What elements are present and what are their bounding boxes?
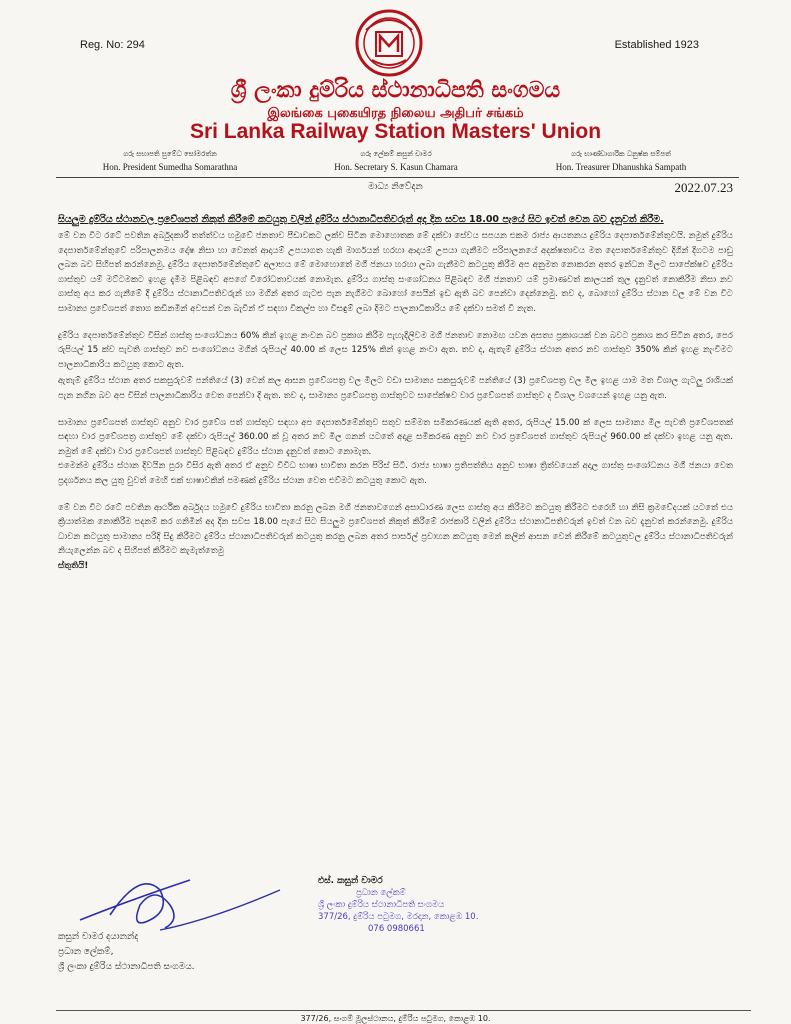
document-date: 2022.07.23 <box>674 180 733 195</box>
stamp-address: 377/26, දුම්රිය පටුමග, මරදාන, කොළඹ 10. <box>318 912 479 922</box>
officer-english: Hon. Secretary S. Kasun Chamara <box>334 162 458 172</box>
officer-secretary <box>286 150 506 172</box>
paragraph-5: මේ වන විට රටේ පවතින ආර්ථික අර්බුදය හමුවේ දුම්රිය භාවිතා කරනු ලබන මගී ජනතාවගෙන් අසාධාරණ ලෙස ගාස්තු අය කිරීමට කටයුතු කිරීමට එරෙහි හා නිසි ක්‍රමවේදයක් යටතේ එය ක්‍රියාත්මක නොකිරීම පදනම් කර ගනිමින් අද දින සවස 18.00 පැයේ සිට සියලුම ප්‍රවේශපත් නිකුත් කිරීමේ රාජකාරි වලින් දුම්රිය ස්ථානාධිපතිවරුන් ඉවත් වන බව දැනුවත් කරන්නෙමු. දුම්රිය ධාවන කටයුතු සාමාන්‍ය පරිදි සිදු කිරීමට දුම්රිය ස්ථානාධිපතිවරුන් කටයුතු කරනු ලබන අතර පාර්සල් ප්‍රවාහන කටයුතු මෙන් කලින් ආසන වෙන් කිරීමේ කටයුතුවල දුම්රිය ස්ථානාධිපතිවරුන් නියැලෙන්න බව ද සිහිපත් කිරීමට කැමැත්තෙමු <box>58 502 733 557</box>
letter-body <box>58 212 733 573</box>
stamp-org: ශ්‍රී ලංකා දුම්රිය ස්ථානාධිපති සංගමය <box>318 900 445 910</box>
stamp-name: එස්. කසුන් චාමර <box>318 876 383 886</box>
officer-sinhala: ගරු සභාපති සුමේධ සෝමරත්න <box>123 150 217 158</box>
officer-treasurer <box>511 150 731 172</box>
footer-address: 377/26, සංගම් මූලස්ථානය, දුම්රිය පටුමග, කොළඹ 10. <box>300 1014 491 1023</box>
signature-scribble <box>70 860 290 940</box>
letter-heading: සියලුම දුම්රිය ස්ථානවල ප්‍රවේශපත් නිකුත් කිරීමේ කටයුතු වලින් දුම්රිය ස්ථානාධිපතිවරුන් අද දින සවස 18.00 පැයේ සිට ඉවත් වෙන බව දැනුවත් කිරීම. <box>58 214 664 225</box>
signatory-block <box>58 930 195 975</box>
officer-sinhala: ගරු භාණ්ඩාගාරික ධනුෂ්ක සම්පත් <box>571 150 671 158</box>
paragraph-3: ඇතැම් දුම්රිය ස්ථාන අතර සකසුරුවම් පන්තියේ (3) වෙන් කල ආසන ප්‍රවේශපත්‍ර වල මිලට වඩා සාමාන්‍ය සකසුරුවම් පන්තියේ (3) ප්‍රවේශපත්‍ර වල මිල ඉහළ යාම මත විශාල ගැටලු රාශියක් පැන නගින බව අප විසින් පාලනාධිකාරිය වෙත පෙන්වා දි ඇත. තව ද, සාමාන්‍ය ප්‍රවේශපත්‍ර ගාස්තුවට සාපේක්ෂව වාර ප්‍රවේශපත් ගාස්තුව ද විශාල වශයෙන් ඉහළ යනු ඇත. <box>58 376 733 401</box>
union-emblem-icon <box>354 8 424 78</box>
officer-english: Hon. Treasurer Dhanushka Sampath <box>555 162 687 172</box>
signatory-name: කසුන් චාමර දයානන්ද <box>58 932 139 942</box>
officer-president <box>60 150 280 172</box>
union-title-english: Sri Lanka Railway Station Masters' Union <box>189 120 602 143</box>
established-year: Established 1923 <box>614 39 699 51</box>
thanks-line: ස්තුතියි! <box>58 560 89 571</box>
signatory-org: ශ්‍රී ලංකා දුම්රිය ස්ථානාධිපති සංගමය. <box>58 962 195 972</box>
union-title-sinhala: ශ්‍රී ලංකා දුම්රිය ස්ථානාධිපති සංගමය <box>230 78 561 103</box>
paragraph-4: සාමාන්‍ය ප්‍රවේශපත් ගාස්තුව අනුව වාර ප්‍රවේශ පත් ගාස්තුව සඳහා අප දෙපාර්තමේන්තුව සතුව සම්මත සමීකරණයක් ඇති අතර, රුපියල් 15.00 ක් ලෙස සාමාන්‍ය මිල පැවති ප්‍රවේශපතක් සඳහා වාර ප්‍රවේශපත්‍ර ගාස්තුව මේ දක්වා රුපියල් 360.00 ක් වූ අතර නව මිල ගනන් යටතේ අදාළ සමීකරණ අනුව නව වාර ප්‍රවේශපත් ගාස්තුව රුපියල් 960.00 ක් දක්වා ඉහළ යනු ඇත. නමුත් මේ දක්වා වාර ප්‍රවේශපත් ගාස්තුව පිළිබඳව දුම්රිය ස්ථාන දැනුවත් කොට නොමැත. එමෙන්ම දුම්රිය ස්ථාන දිවයින පුරා විසිර ඇති අතර ඒ අනුව විවිධ භාෂා භාවිතා කරන පිරිස් සිටී. රාජ්‍ය භාෂා ප්‍රතිපත්තිය අනුව භාෂා ත්‍රිත්වයෙන් අදාල ගාස්තු සංශෝධනය මගී ජනයා වෙත ප්‍රදර්ශනය කල යුතු වුවත් මෙහි එක් භාෂාවකින් පමණක් දුම්රිය ස්ථාන වෙත එව්මට කටයුතු කොට ඇත. <box>58 417 733 486</box>
footer-divider <box>56 1010 751 1011</box>
officer-english: Hon. President Sumedha Somarathna <box>102 162 238 172</box>
stamp-phone: 076 0980661 <box>368 924 425 934</box>
officer-sinhala: ගරු ලේකම් කසුන් චාමර <box>360 150 432 158</box>
registration-number: Reg. No: 294 <box>80 39 145 51</box>
media-release-label: මාධ්‍ය නිවේදන <box>368 182 423 192</box>
paragraph-2: දුම්රිය දෙපාර්තමේන්තුව විසින් ගාස්තු සංශෝධනය 60% කින් ඉහළ නංවන බව ප්‍රකාශ කිරීම පැහැදිලිවම මගී ජනතාව නොමඟ යවන අසත්‍ය ප්‍රකාශයක් වන බවට ප්‍රකාශ කර සිටින අතර, පෙර රුපියල් 15 ක්ව පැවති ගාස්තුව නව සංශෝධනය මගින් රුපියල් 40.00 ක් ලෙස 125% කින් ඉහළ නංවා ඇත. තව ද, ඇතැම් දුම්රිය ස්ථාන අතර නව ගාස්තුව 350% කින් ඉහළ නැංවීමට පාලනාධිකාරිය කටයුතු කොට ඇත. <box>58 330 733 370</box>
officers-row <box>60 150 731 180</box>
stamp-role: ප්‍රධාන ලේකම් <box>356 888 406 898</box>
header-divider <box>56 177 739 178</box>
signatory-title: ප්‍රධාන ලේකම්, <box>58 947 114 957</box>
official-stamp <box>318 875 518 935</box>
paragraph-1: මේ වන විට රටේ පවතින අර්බුදකාරී තත්ත්වය හමුවේ ජනතාව පීඩාවකට ලක්ව සිටින මොහොතක මේ දක්වා සේවය සපයන එකම රාජ්‍ය ආයතනය දුම්රිය දෙපාර්තමේන්තුවයි. නමුත් දුම්රිය දෙපාර්තමේන්තුවේ පරිපාලනමය දෝෂ නිසා හා වෙනත් ආදායම් උපයාගත හැකි මාර්ගයන් හරහා ආදායම් උපයා ගැනීමට පරිපාලනයේ අදක්ෂතාවය මත දෙපාර්තමේන්තුව දිගින් දිගටම පාඩු ලබන බව සිහිපත් කරන්නෙමු. දුම්රිය දෙපාර්තමේන්තුවේ අලාභය මේ මොහොතේ මගී ජනයා හරහා ලබා ගැනීමට කටයුතු කිරීම අප අනුමත නොකරන අතර ඉන්ධන මිලට සාපේක්ෂව දුම්රිය ගාස්තුව යම් මට්ටමකට ඉහළ දැමීම පිළිබඳව අපගේ විරෝධතාවයක් නොමැත. දුම්රිය ගාස්තු සංශෝධනය පිළිබඳව මගී ජනතාව යම් ප්‍රමාණවත් කාලයක් තුල දැනුවත් නොකිරීම නිසා නව ගාස්තු අය කර ගැනීමේ දී දුම්රිය ස්ථානාධිපතිවරුන් හා මගීන් අතර ගැටළු පැන නැගීමට බොහෝ සෙයින් ඉඩ ඇති බව පෙන්වා දෙන්නෙමු. තව ද, බොහෝ දුම්රිය ස්ථාන වල මේ වන විට සාමාන්‍ය ප්‍රවේශපත් තොග කඩිනමින් අවසන් වන බැවින් ඒ සඳහා විකල්ප හා විසඳුම් ලබා දිමට පාලනාධිකාරිය මේ දක්වා සමත් වී නැත. <box>58 231 733 314</box>
union-title-tamil: இலங்கை புகையிரத நிலைய அதிபர் சங்கம் <box>267 106 524 121</box>
